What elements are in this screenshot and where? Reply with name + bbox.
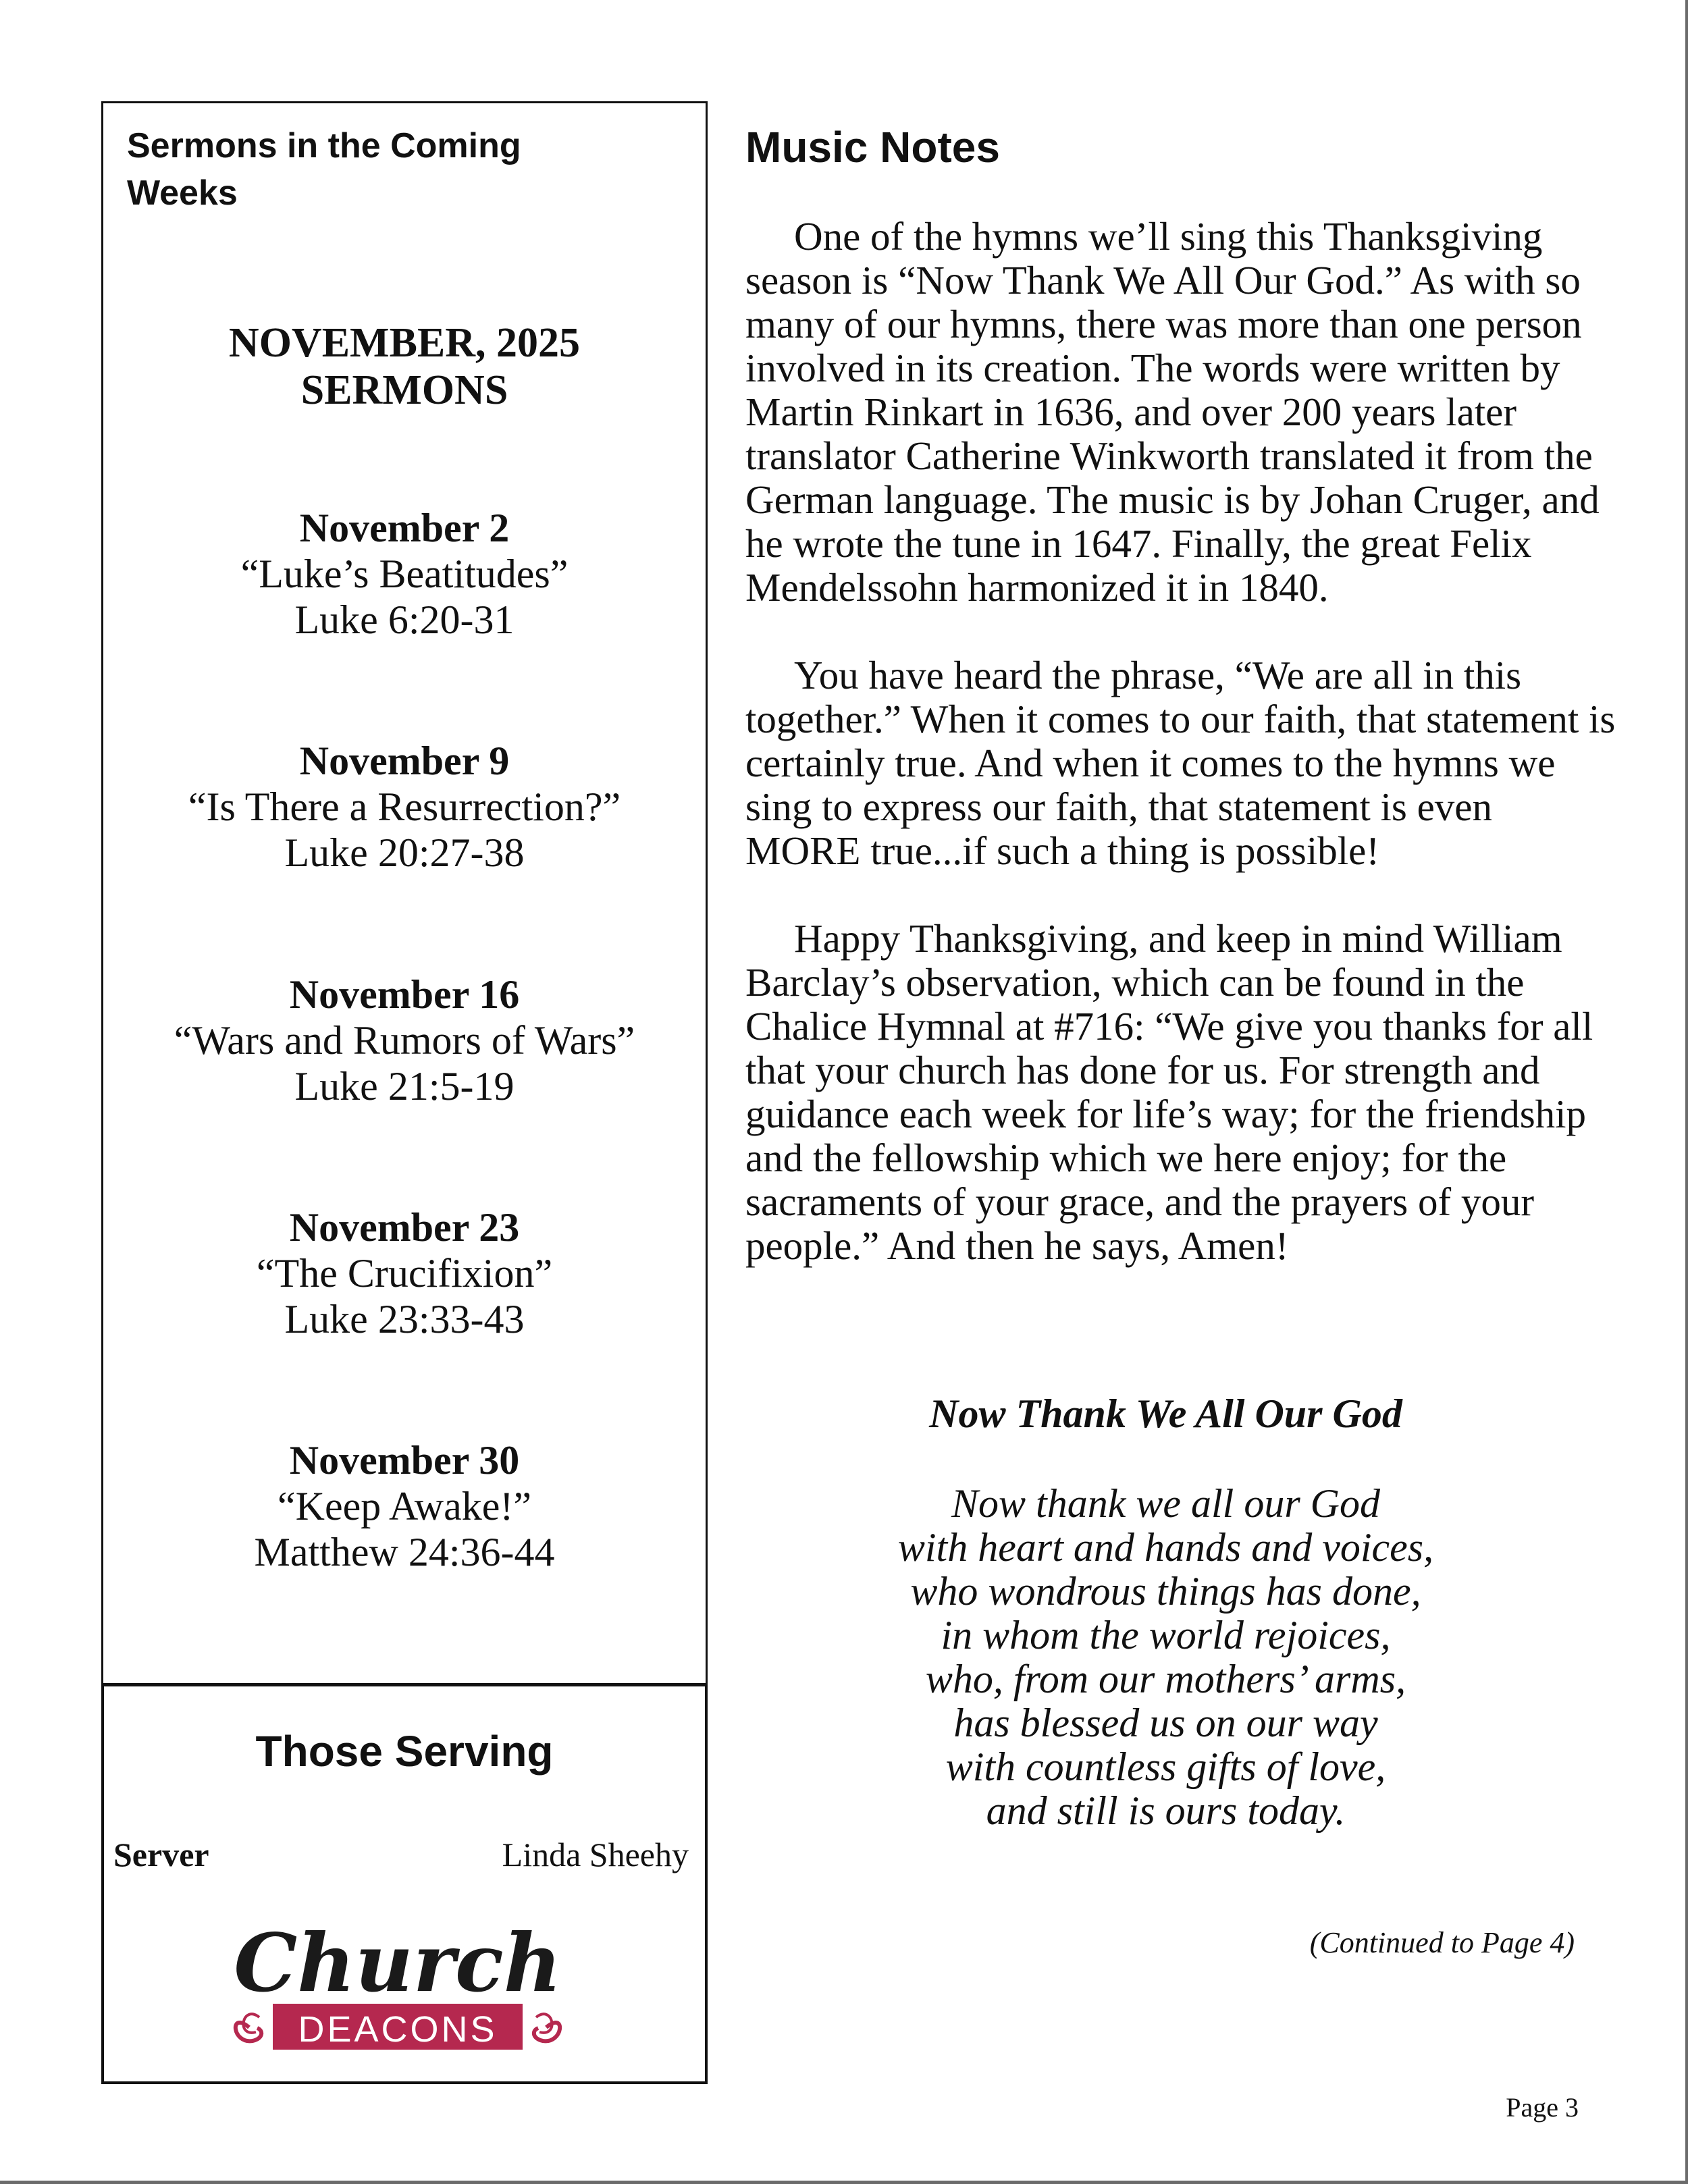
- month-title-line: NOVEMBER, 2025: [228, 320, 581, 366]
- article-title: Music Notes: [745, 123, 1000, 171]
- serving-title: Those Serving: [255, 1727, 554, 1776]
- sermon-title: “Is There a Resurrection?”: [188, 784, 621, 829]
- continued-note: (Continued to Page 4): [1309, 1926, 1575, 1959]
- hymn-line: has blessed us on our way: [953, 1701, 1378, 1745]
- logo-banner-text: DEACONS: [298, 2009, 498, 2050]
- church-deacons-logo: [222, 1909, 573, 2065]
- sermon-title: “Keep Awake!”: [278, 1484, 531, 1528]
- sermon-entry: [103, 1437, 706, 1575]
- sermon-scripture: Luke 21:5-19: [294, 1064, 515, 1109]
- sermon-date: November 30: [289, 1438, 520, 1483]
- month-title-line: SERMONS: [300, 367, 508, 413]
- sermon-entry: [103, 971, 706, 1109]
- month-title: [103, 319, 706, 414]
- article-paragraph: You have heard the phrase, “We are all in this together.” When it comes to our faith, that statement is certainly true. And when it comes to the hymns we sing to express our faith, that statement is even MORE true...if such a thing is possible!: [745, 653, 1616, 873]
- sermon-date: November 23: [289, 1205, 520, 1250]
- sermon-scripture: Luke 6:20-31: [294, 597, 515, 642]
- sermon-entry: [103, 1204, 706, 1342]
- hymn-title: Now Thank We All Our God: [929, 1391, 1402, 1436]
- sidebar-title: Sermons in the Coming Weeks: [127, 126, 521, 213]
- sermon-entry: [103, 738, 706, 876]
- hymn-line: and still is ours today.: [986, 1788, 1346, 1833]
- hymn-line: with countless gifts of love,: [945, 1744, 1386, 1789]
- sermon-scripture: Matthew 24:36-44: [254, 1530, 555, 1574]
- sermon-date: November 16: [289, 972, 520, 1017]
- logo-script-text: Church: [234, 1916, 562, 2010]
- page-edge: [0, 2181, 1688, 2184]
- sermon-date: November 2: [299, 506, 510, 550]
- article-paragraph: Happy Thanksgiving, and keep in mind William Barclay’s observation, which can be found in the Chalice Hymnal at #716: “We give you thanks for all that your church has done for us. For strength and guidance each week for life’s way; for the friendship and the fellowship which we here enjoy; for the sacraments of your grace, and the prayers of your people.” And then he says, Amen!: [745, 916, 1593, 1268]
- sermon-title: “Wars and Rumors of Wars”: [174, 1018, 635, 1063]
- article-body: [745, 215, 1616, 1312]
- hymn-line: with heart and hands and voices,: [897, 1525, 1434, 1570]
- sermon-entry: [103, 505, 706, 643]
- sermon-scripture: Luke 20:27-38: [284, 830, 525, 875]
- sermon-title: “Luke’s Beatitudes”: [240, 552, 569, 596]
- page-number: Page 3: [1506, 2092, 1579, 2123]
- sermons-sidebar: [101, 101, 708, 1685]
- article-paragraph: One of the hymns we’ll sing this Thanksgiving season is “Now Thank We All Our God.” As with so many of our hymns, there was more than one person involved in its creation. The words were written by Martin Rinkart in 1636, and over 200 years later translator Catherine Winkworth translated it from the German language. The music is by Johan Cruger, and he wrote the tune in 1647. Finally, the great Felix Mendelssohn harmonized it in 1840.: [745, 214, 1600, 610]
- hymn-verse: [745, 1482, 1586, 1833]
- serving-role: Server: [113, 1836, 209, 1873]
- those-serving-box: [101, 1684, 708, 2084]
- sermon-date: November 9: [299, 739, 510, 783]
- hymn-line: in whom the world rejoices,: [941, 1613, 1391, 1657]
- hymn-line: Now thank we all our God: [951, 1481, 1380, 1526]
- hymn-line: who, from our mothers’ arms,: [925, 1657, 1406, 1701]
- sermon-title: “The Crucifixion”: [256, 1251, 553, 1296]
- hymn-line: who wondrous things has done,: [910, 1569, 1421, 1614]
- serving-person: Linda Sheehy: [502, 1836, 689, 1873]
- sermon-scripture: Luke 23:33-43: [284, 1297, 525, 1341]
- page-edge: [1685, 0, 1688, 2184]
